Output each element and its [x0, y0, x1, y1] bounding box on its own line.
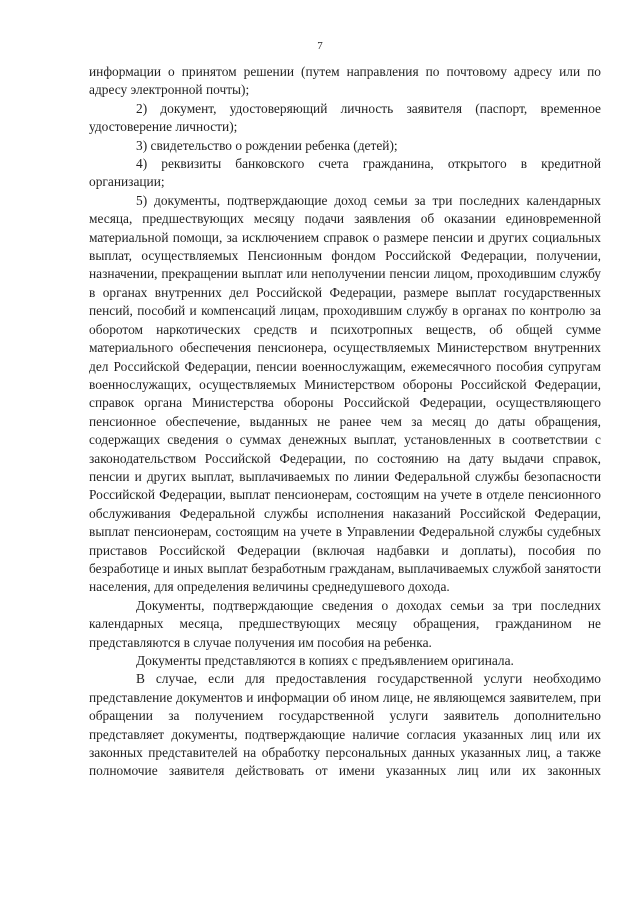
paragraph-item-2-identity-document: 2) документ, удостоверяющий личность заявителя (паспорт, временное удостоверение личности); — [89, 100, 601, 135]
document-body — [89, 63, 601, 781]
page-number: 7 — [317, 40, 323, 52]
paragraph-item-5-income-documents: 5) документы, подтверждающие доход семьи за три последних календарных месяца, предшествующих месяцу подачи заявления об оказании единовременной материальной помощи, за исключением справок о размере пенсии и других социальных выплат, осуществляемых Пенсионным фондом Российской Федерации, получении, назначении, прекращении выплат или неполучении пенсии лицом, проходившим службу в органах внутренних дел Российской Федерации, размере выплат государственных пенсий, пособий и компенсаций лицам, проходившим службу в органах по контролю за оборотом наркотических средств и психотропных веществ, об общей сумме материального обеспечения пенсионера, осуществляемых Министерством внутренних дел Российской Федерации, пенсии военнослужащим, ежемесячного пособия супругам военнослужащих, осуществляемых Министерством обороны Российской Федерации, справок органа Министерства обороны Российской Федерации, осуществляющего пенсионное обеспечение, выданных не ранее чем за месяц до даты обращения, содержащих сведения о суммах денежных выплат, установленных в соответствии с законодательством Российской Федерации, по состоянию на дату выдачи справок, пенсии и других выплат, выплачиваемых по линии Федеральной службы безопасности Российской Федерации, выплат пенсионерам, состоящим на учете в отделе пенсионного обслуживания Федеральной службы исполнения наказаний Российской Федерации, выплат пенсионерам, состоящим на учете в Управлении Федеральной службы судебных приставов Российской Федерации (включая надбавки и доплаты), пособия по безработице и иных выплат безработным гражданам, выплачиваемых службой занятости населения, для определения величины среднедушевого дохода. — [89, 192, 601, 595]
paragraph-other-person-consent: В случае, если для предоставления государственной услуги необходимо представление документов и информации об ином лице, не являющемся заявителем, при обращении за получением государственной услуги заявитель дополнительно представляет документы, подтверждающие наличие согласия указанных лиц или их законных представителей на обработку персональных данных указанных лиц, а также полномочие заявителя действовать от имени указанных лиц или их законных — [89, 671, 601, 779]
paragraph-notification-continuation: информации о принятом решении (путем направления по почтовому адресу или по адресу электронной почты); — [89, 64, 601, 98]
paragraph-income-exemption: Документы, подтверждающие сведения о доходах семьи за три последних календарных месяца, предшествующих месяцу обращения, гражданином не представляются в случае получения им пособия на ребенка. — [89, 597, 601, 650]
paragraph-item-4-bank-account: 4) реквизиты банковского счета гражданина, открытого в кредитной организации; — [89, 156, 601, 190]
paragraph-copies-with-originals: Документы представляются в копиях с предъявлением оригинала. — [136, 653, 514, 668]
paragraph-item-3-birth-certificate: 3) свидетельство о рождении ребенка (детей); — [136, 137, 398, 153]
